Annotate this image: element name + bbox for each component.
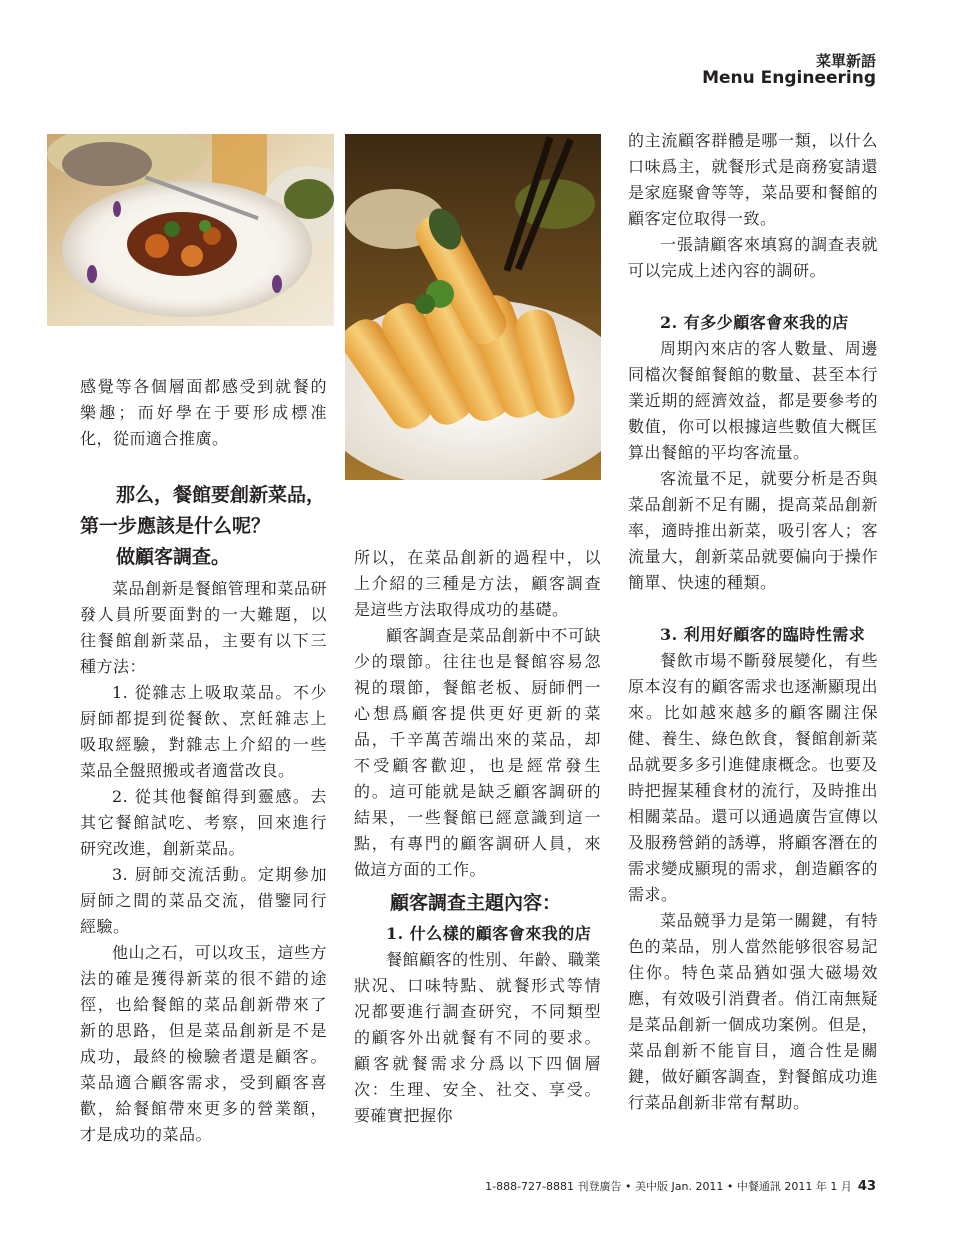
paragraph: 2. 從其他餐館得到靈感。去其它餐館試吃、考察，回來進行研究改進，創新菜品。 (80, 787, 327, 858)
paragraph: 感覺等各個層面都感受到就餐的樂趣；而好學在于要形成標准化，從而適合推廣。 (80, 377, 327, 448)
page-footer (485, 1178, 876, 1194)
subheading: 2. 有多少顧客會來我的店 (660, 313, 849, 332)
survey-topics-heading: 顧客調查主題內容： (390, 892, 562, 914)
section-title-zh: 菜單新語 (815, 52, 876, 70)
paragraph: 客流量不足，就要分析是否與菜品創新不足有關，提高菜品創新率，適時推出新菜，吸引客人；客流量大，創新菜品就要偏向于操作簡單、快速的種類。 (628, 469, 878, 592)
section-title-en: Menu Engineering (702, 68, 876, 88)
paragraph: 1. 從雜志上吸取菜品。不少厨師都提到從餐飲、烹飪雜志上吸取經驗，對雜志上介紹的一些菜品全盤照搬或者適當改良。 (80, 683, 327, 780)
paragraph: 3. 厨師交流活動。定期參加厨師之間的菜品交流，借鑒同行經驗。 (80, 865, 327, 936)
column-3-body (628, 128, 878, 1116)
section-heading-line1: 那么，餐館要創新菜品， (116, 484, 326, 506)
paragraph: 一張請顧客來填寫的調查表就可以完成上述內容的調研。 (628, 235, 878, 280)
paragraph: 的主流顧客群體是哪一類，以什么口味爲主，就餐形式是商務宴請還是家庭聚會等等，菜品要和餐館的顧客定位取得一致。 (628, 131, 878, 228)
column-1-body (80, 576, 327, 1148)
paragraph: 菜品創新是餐館管理和菜品研發人員所要面對的一大難題，以往餐館創新菜品，主要有以下三種方法： (80, 579, 327, 676)
food-photo-fried-rolls (345, 134, 601, 480)
column-1-intro (80, 374, 327, 452)
paragraph: 所以，在菜品創新的過程中，以上介紹的三種是方法，顧客調查是這些方法取得成功的基礎。 (354, 548, 601, 619)
paragraph: 菜品競爭力是第一關鍵，有特色的菜品，別人當然能够很容易記住你。特色菜品猶如强大磁場效應，有效吸引消費者。俏江南無疑是菜品創新一個成功案例。但是，菜品創新不能盲目，適合性是關鍵，做好顧客調查，對餐館成功進行菜品創新非常有幫助。 (628, 911, 878, 1112)
section-heading-line3: 做顧客調查。 (116, 546, 231, 568)
footer-publication-info: 1-888-727-8881 刊登廣告 • 美中版 Jan. 2011 • 中餐通訊 2011 年 1 月 (485, 1180, 852, 1193)
paragraph: 餐飲市場不斷發展變化，有些原本沒有的顧客需求也逐漸顯現出來。比如越來越多的顧客關注保健、養生、綠色飲食，餐館創新菜品就要多多引進健康概念。也要及時把握某種食材的流行，及時推出相關菜品。還可以通過廣告宣傳以及服務營銷的誘導，將顧客潛在的需求變成顯現的需求，創造顧客的需求。 (628, 651, 878, 904)
paragraph: 他山之石，可以攻玉，這些方法的確是獲得新菜的很不錯的途徑，也給餐館的菜品創新帶來了新的思路，但是菜品創新是不是成功，最終的檢驗者還是顧客。菜品適合顧客需求，受到顧客喜歡，給餐館帶來更多的營業額，才是成功的菜品。 (80, 943, 327, 1144)
subheading: 1. 什么樣的顧客會來我的店 (386, 924, 592, 943)
paragraph: 周期內來店的客人數量、周邊同檔次餐館餐館的數量、甚至本行業近期的經濟效益，都是要參考的數值，你可以根據這些數值大概匡算出餐館的平均客流量。 (628, 339, 878, 462)
paragraph: 顧客調查是菜品創新中不可缺少的環節。往往也是餐館容易忽視的環節，餐館老板、厨師們一心想爲顧客提供更好更新的菜品，千辛萬苦端出來的菜品，却不受顧客歡迎，也是經常發生的。這可能就是缺乏顧客調研的結果，一些餐館已經意識到這一點，有專門的顧客調研人員，來做這方面的工作。 (354, 626, 601, 879)
column-2-survey (354, 921, 601, 1129)
section-heading-line2: 第一步應該是什么呢？ (80, 515, 271, 537)
subheading: 3. 利用好顧客的臨時性需求 (660, 625, 866, 644)
food-photo-vegetables (47, 134, 334, 326)
page-number: 43 (857, 1179, 876, 1194)
column-2-body (354, 545, 601, 883)
paragraph: 餐館顧客的性別、年齡、職業狀况、口味特點、就餐形式等情况都要進行調查研究，不同類型的顧客外出就餐有不同的要求。顧客就餐需求分爲以下四個層次：生理、安全、社交、享受。要確實把握你 (354, 950, 601, 1125)
